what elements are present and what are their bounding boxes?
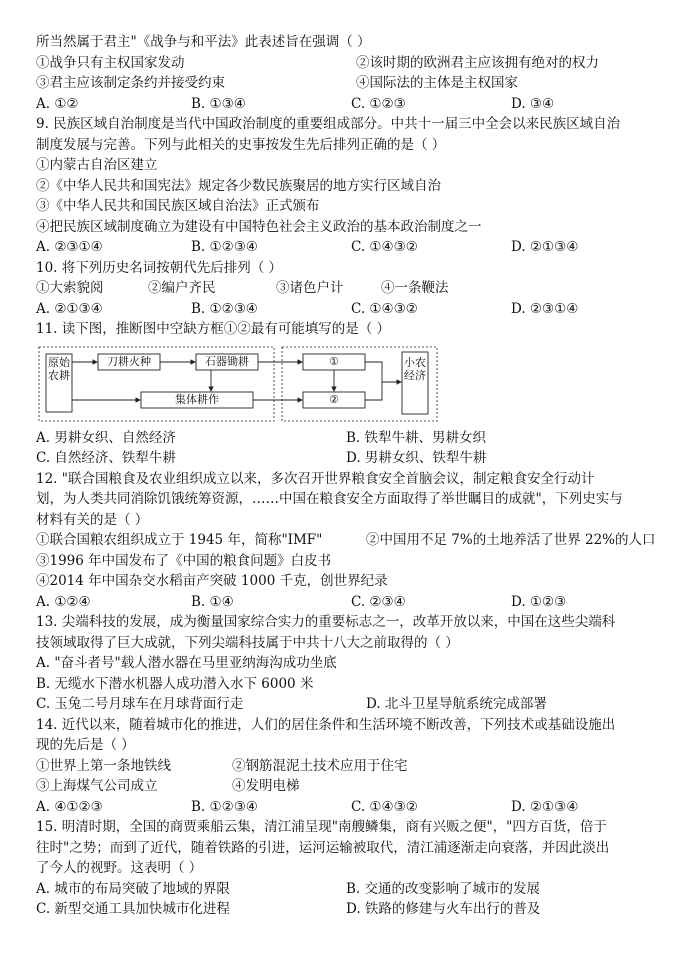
q10-option-b[interactable]: B. ①②③④	[191, 300, 258, 317]
label-box1: ①	[329, 354, 339, 368]
label-small-farming: 小农经济	[404, 355, 426, 382]
q10-stem: 10. 将下列历史名词按朝代先后排列（ ）	[36, 259, 283, 276]
q11-option-d[interactable]: D. 男耕女织、铁犁牛耕	[346, 450, 487, 466]
q8-item-2: ②该时期的欧洲君主应该拥有绝对的权力	[356, 54, 599, 71]
exam-page	[36, 32, 656, 920]
q8-stem-tail: 所当然属于君主"《战争与和平法》此表述旨在强调（ ）	[36, 34, 371, 50]
q8-option-b[interactable]: B. ①③④	[191, 95, 246, 112]
q14-stem-1: 14. 近代以来，随着城市化的推进，人们的居住条件和生活环境不断改善，下列技术或基础设施出	[36, 716, 616, 733]
q14-item-3: ③上海煤气公司成立	[36, 778, 158, 794]
q12-stem-2: 划，为人类共同消除饥饿统筹资源，……中国在粮食安全方面取得了举世瞩目的成就"，下列史实与	[36, 491, 623, 507]
q8-item-3: ③君主应该制定条约并接受约束	[36, 75, 225, 91]
q14-item-4: ④发明电梯	[232, 778, 300, 794]
q14-items-row1	[36, 756, 656, 777]
label-stone: 石器锄耕	[205, 354, 249, 368]
q8-items-row1	[36, 53, 656, 74]
q15-stem-1: 15. 明清时期，全国的商贾乘船云集，清江浦呈现"南艘鳞集，商有兴贩之便"，"四方百货，倍于	[36, 819, 607, 835]
q9-answers	[36, 237, 656, 258]
q14-answers	[36, 797, 656, 818]
q8-item-4: ④国际法的主体是主权国家	[356, 75, 518, 91]
q8-option-c[interactable]: C. ①②③	[351, 95, 406, 112]
q11-option-b[interactable]: B. 铁犁牛耕、男耕女织	[346, 429, 487, 446]
label-slash: 刀耕火种	[107, 354, 151, 368]
q15-stem-2: 往时"之势；而到了近代，随着铁路的引进，运河运输被取代，清江浦逐渐走向衰落，并因此淡出	[36, 839, 610, 856]
q9-option-c[interactable]: C. ①④③②	[351, 239, 418, 255]
q14-item-1: ①世界上第一条地铁线	[36, 757, 171, 774]
q10-option-d[interactable]: D. ②③①④	[511, 300, 579, 317]
q9-item-1: ①内蒙古自治区建立	[36, 157, 158, 173]
q11-answers-row2	[36, 448, 656, 469]
q10-items	[36, 278, 656, 299]
q8-option-d[interactable]: D. ③④	[511, 95, 555, 112]
q13-options-cd	[36, 694, 656, 715]
q8-option-a[interactable]: A. ①②	[36, 95, 79, 112]
q11-option-c[interactable]: C. 自然经济、铁犁牛耕	[36, 450, 176, 466]
q10-item-3: ③诸色户计	[276, 280, 344, 296]
q14-item-2: ②钢筋混泥土技术应用于住宅	[232, 757, 408, 774]
q9-stem-1: 9. 民族区域自治制度是当代中国政治制度的重要组成部分。中共十一届三中全会以来民族区域自治	[36, 116, 621, 132]
q11-flow-diagram	[36, 344, 656, 424]
label-box2: ②	[329, 392, 339, 406]
q12-stem-1: 12. "联合国粮食及农业组织成立以来，多次召开世界粮食安全首脑会议，制定粮食安全行动计	[36, 470, 595, 487]
q10-option-c[interactable]: C. ①④③②	[351, 300, 418, 317]
q9-item-2: ②《中华人民共和国宪法》规定各少数民族聚居的地方实行区域自治	[36, 177, 441, 194]
q8-items-row2	[36, 73, 656, 94]
q15-option-d[interactable]: D. 铁路的修建与火车出行的普及	[346, 901, 541, 917]
bracket-right	[365, 362, 382, 400]
q12-stem-3: 材料有关的是（ ）	[36, 511, 149, 528]
q15-options-ab	[36, 879, 656, 900]
q12-item-3: ③1996 年中国发布了《中国的粮食问题》白皮书	[36, 552, 332, 569]
q10-item-4: ④一条鞭法	[381, 280, 449, 296]
q9-option-b[interactable]: B. ①②③④	[191, 239, 258, 255]
q15-options-cd	[36, 899, 656, 920]
q12-items-row1	[36, 530, 656, 551]
q11-stem: 11. 读下图，推断图中空缺方框①②最有可能填写的是（ ）	[36, 321, 391, 337]
q12-option-d[interactable]: D. ①②③	[511, 593, 567, 610]
q14-option-a[interactable]: A. ④①②③	[36, 798, 103, 815]
q9-item-4: ④把民族区域制度确立为建设有中国特色社会主义政治的基本政治制度之一	[36, 218, 482, 235]
q14-option-c[interactable]: C. ①④③②	[351, 798, 418, 815]
q12-item-2: ②中国用不足 7%的土地养活了世界 22%的人口	[366, 532, 656, 548]
label-collective: 集体耕作	[175, 392, 219, 406]
q15-option-b[interactable]: B. 交通的改变影响了城市的发展	[346, 880, 541, 897]
q8-item-1: ①战争只有主权国家发动	[36, 54, 185, 71]
q13-stem-2: 技领域取得了巨大成就，下列尖端科技属于中共十八大之前取得的（ ）	[36, 634, 459, 651]
q13-option-d[interactable]: D. 北斗卫星导航系统完成部署	[366, 696, 547, 712]
q15-stem-3: 了今人的视野。这表明（ ）	[36, 860, 203, 876]
q10-option-a[interactable]: A. ②①③④	[36, 300, 103, 317]
q9-item-3: ③《中华人民共和国民族区域自治法》正式颁布	[36, 198, 320, 214]
q8-answers	[36, 94, 656, 115]
q12-option-c[interactable]: C. ②③④	[351, 593, 406, 610]
q9-option-a[interactable]: A. ②③①④	[36, 239, 103, 255]
q13-option-b[interactable]: B. 无缆水下潜水机器人成功潜入水下 6000 米	[36, 675, 314, 692]
q12-item-1: ①联合国粮农组织成立于 1945 年，简称"IMF"	[36, 532, 323, 548]
q13-option-c[interactable]: C. 玉兔二号月球车在月球背面行走	[36, 696, 244, 712]
q11-answers-row1	[36, 428, 656, 449]
q10-answers	[36, 299, 656, 320]
q12-option-b[interactable]: B. ①④	[191, 593, 234, 610]
q10-item-2: ②编户齐民	[148, 280, 216, 296]
q11-option-a[interactable]: A. 男耕女织、自然经济	[36, 429, 176, 446]
q15-option-a[interactable]: A. 城市的布局突破了地域的界限	[36, 880, 230, 897]
q13-stem-1: 13. 尖端科技的发展，成为衡量国家综合实力的重要标志之一，改革开放以来，中国在这些尖端科	[36, 614, 616, 630]
q14-items-row2	[36, 776, 656, 797]
q15-option-c[interactable]: C. 新型交通工具加快城市化进程	[36, 901, 230, 917]
q12-item-4: ④2014 年中国杂交水稻亩产突破 1000 千克，创世界纪录	[36, 573, 388, 589]
q10-item-1: ①大索貌阅	[36, 280, 104, 296]
q14-option-d[interactable]: D. ②①③④	[511, 798, 579, 815]
q9-stem-2: 制度发展与完善。下列与此相关的史事按发生先后排列正确的是（ ）	[36, 136, 446, 153]
q12-answers	[36, 592, 656, 613]
q14-option-b[interactable]: B. ①②③④	[191, 798, 258, 815]
q9-option-d[interactable]: D. ②①③④	[511, 239, 579, 255]
q14-stem-2: 现的先后是（ ）	[36, 737, 135, 753]
q13-option-a[interactable]: A. "奋斗者号"载人潜水器在马里亚纳海沟成功坐底	[36, 655, 337, 671]
label-origin: 原始农耕	[48, 355, 70, 382]
q12-option-a[interactable]: A. ①②④	[36, 593, 91, 610]
